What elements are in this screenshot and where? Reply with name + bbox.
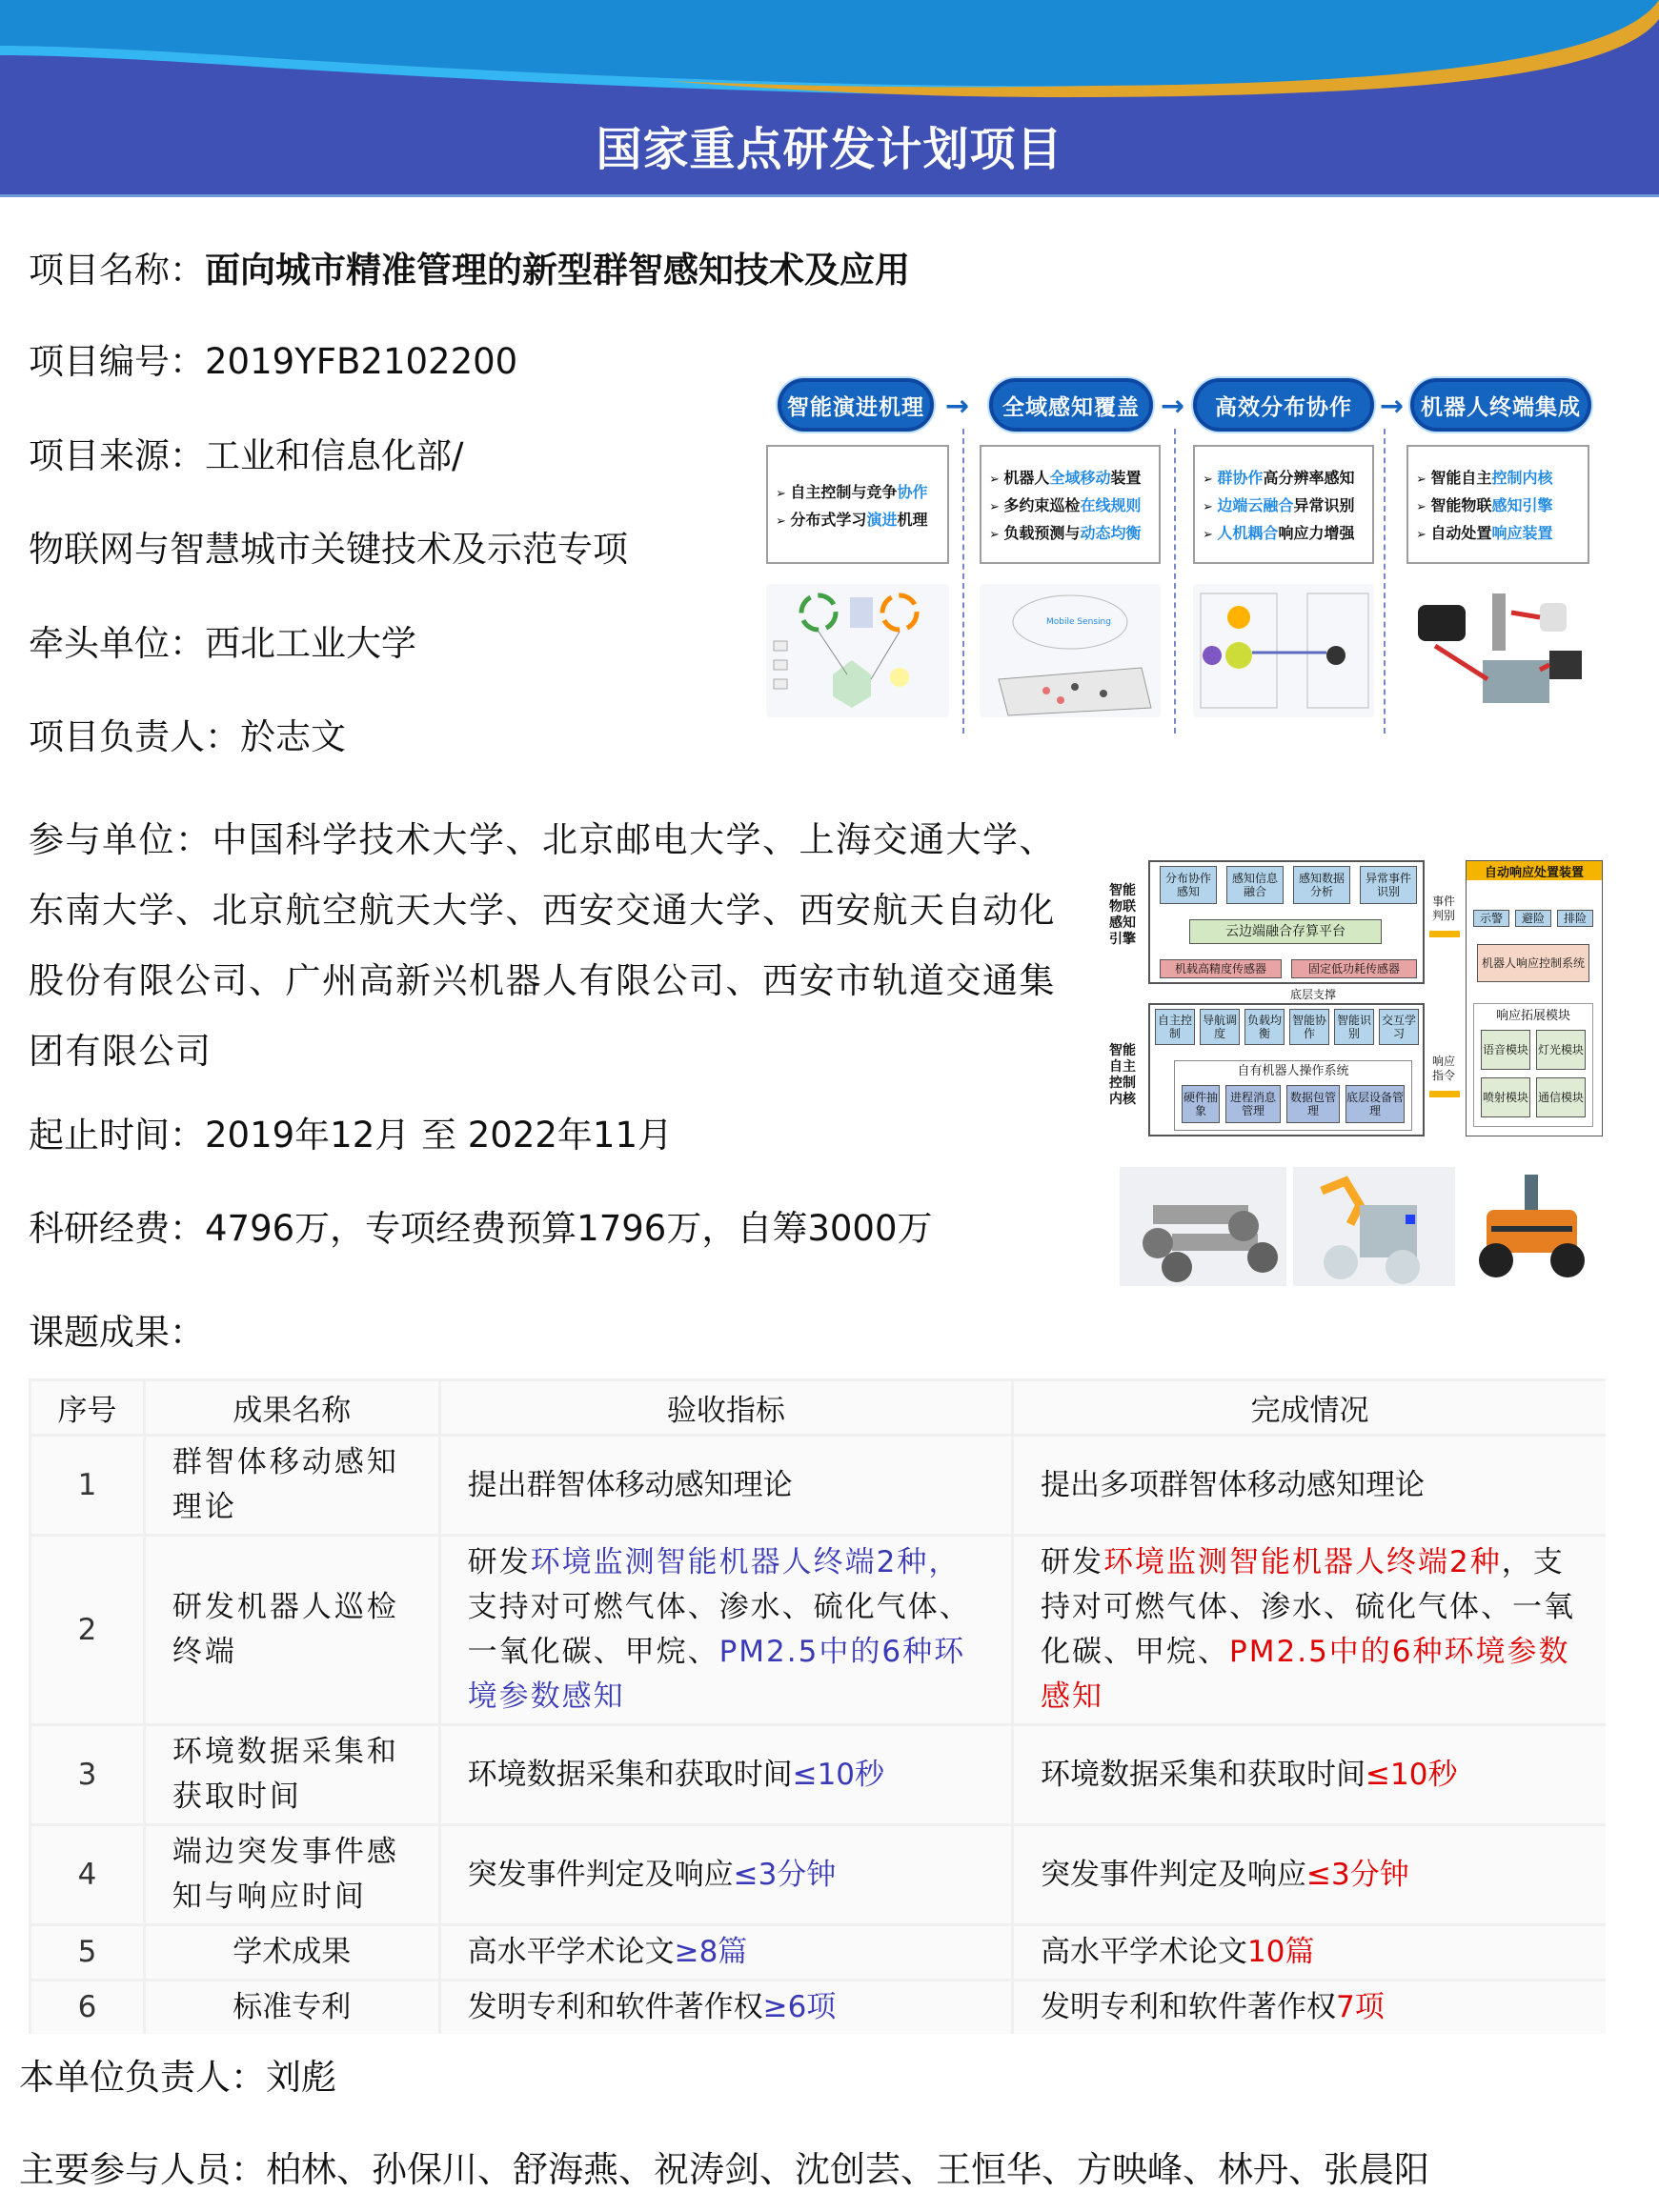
arrow-right-icon: → [945,390,970,423]
period-label: 起止时间： [29,1115,205,1156]
period-row [29,1115,673,1156]
robot-arm-vehicle-render-image [1293,1167,1455,1286]
stage-box-3: ➢ 群协作高分辨率感知 ➢ 边端云融合异常识别 ➢ 人机耦合响应力增强 [1193,445,1374,564]
svg-text:Mobile Sensing: Mobile Sensing [1046,617,1111,627]
chassis-render-image [1120,1167,1286,1286]
dashed-separator [1174,429,1176,734]
project-code-label: 项目编号： [29,341,205,382]
project-source-value-2: 物联网与智慧城市关键技术及示范专项 [29,529,628,570]
kernel-module: 智能识别 [1334,1009,1374,1045]
project-code-row [29,341,517,383]
process-diagram [762,376,1601,734]
lead-unit-label: 牵头单位： [29,623,205,664]
robot-exploded-view-image [1406,584,1589,717]
stage-pill-4: 机器人终端集成 [1410,378,1591,432]
project-leader-row [29,716,346,758]
funding-value: 4796万，专项经费预算1796万，自筹3000万 [205,1208,933,1249]
response-cmd-label: 响应指令 [1431,1055,1455,1082]
header-divider [0,194,1659,197]
stage-box-2: ➢ 机器人全域移动装置 ➢ 多约束巡检在线规则 ➢ 负载预测与动态均衡 [980,445,1161,564]
engine-module: 感知数据分析 [1293,866,1350,904]
participants-paragraph [29,805,1077,1087]
column-header: 完成情况 [1013,1380,1606,1436]
unit-lead-label: 本单位负责人： [19,2057,266,2098]
extension-title: 响应拓展模块 [1495,1009,1570,1023]
project-name-value: 面向城市精准管理的新型群智感知技术及应用 [205,250,910,291]
extension-module: 语音模块 [1481,1030,1530,1070]
project-name-label: 项目名称： [29,250,205,291]
period-value: 2019年12月 至 2022年11月 [205,1115,674,1156]
project-leader-label: 项目负责人： [29,716,240,757]
table-row: 5 学术成果 高水平学术论文≥8篇 高水平学术论文10篇 [30,1925,1607,1981]
members-value: 柏林、孙保川、舒海燕、祝涛剑、沈创芸、王恒华、方映峰、林丹、张晨阳 [266,2149,1429,2190]
header-banner [0,0,1659,196]
engine-module: 异常事件识别 [1360,866,1417,904]
project-code-value: 2019YFB2102200 [205,341,518,382]
kernel-module: 负载均衡 [1244,1009,1285,1045]
unit-lead-row [19,2048,336,2100]
table-row: 3 环境数据采集和获取时间 环境数据采集和获取时间≤10秒 环境数据采集和获取时间≤10秒 [30,1725,1607,1825]
project-source-label: 项目来源： [29,435,205,476]
device-action: 避险 [1515,910,1551,927]
lead-unit-row [29,623,416,665]
results-table [29,1378,1606,2034]
project-source-value: 工业和信息化部/ [205,435,464,476]
stage-pill-1: 智能演进机理 [778,378,934,432]
stage-box-1: ➢ 自主控制与竞争协作 ➢ 分布式学习演进机理 [766,445,949,564]
table-row: 6 标准专利 发明专利和软件著作权≥6项 发明专利和软件著作权7项 [30,1981,1607,2035]
os-module: 硬件抽象 [1182,1085,1220,1123]
members-label: 主要参与人员： [19,2149,266,2190]
sensor-box: 机载高精度传感器 [1160,959,1282,978]
members-row [19,2141,1429,2192]
funding-label: 科研经费： [29,1208,205,1249]
evolution-cycle-diagram-image [766,584,949,717]
human-machine-coupling-diagram-image [1193,584,1374,717]
kernel-module: 导航调度 [1200,1009,1240,1045]
os-module: 数据包管理 [1286,1085,1340,1123]
table-row: 4 端边突发事件感知与响应时间 突发事件判定及响应≤3分钟 突发事件判定及响应≤3分钟 [30,1825,1607,1925]
project-source-row [29,435,463,477]
engine-module: 分布协作感知 [1160,866,1217,904]
column-header: 成果名称 [144,1380,439,1436]
dashed-separator [962,429,964,734]
arrow-right-icon: → [1380,390,1405,423]
stage-pill-2: 全域感知覆盖 [989,378,1153,432]
participants-label: 参与单位： [29,819,212,860]
extension-module: 通信模块 [1536,1077,1586,1117]
engine-side-label: 智能物联感知引擎 [1109,883,1136,947]
robot-response-control: 机器人响应控制系统 [1477,944,1589,982]
os-module: 进程消息管理 [1225,1085,1281,1123]
kernel-module: 自主控制 [1155,1009,1195,1045]
extension-module: 灯光模块 [1536,1030,1586,1070]
arrow-right-icon [1429,931,1460,937]
arrow-right-icon [1429,1091,1460,1097]
column-header: 验收指标 [439,1380,1012,1436]
table-row: 2 研发机器人巡检终端 研发环境监测智能机器人终端2种，支持对可燃气体、渗水、硫化气体、一氧化碳、甲烷、PM2.5中的6种环境参数感知 研发环境监测智能机器人终端2种，支持对可燃气体、渗水、硫化气体、一氧化碳、甲烷、PM2.5中的6种环境参数感知 [30,1536,1607,1725]
robot-os-label: 自有机器人操作系统 [1237,1064,1349,1078]
column-header: 序号 [30,1380,145,1436]
project-name-row [29,250,910,292]
extension-module: 喷射模块 [1481,1077,1530,1117]
participants-value: 中国科学技术大学、北京邮电大学、上海交通大学、东南大学、北京航空航天大学、西安交通大学、西安航天自动化股份有限公司、广州高新兴机器人有限公司、西安市轨道交通集团有限公司 [29,819,1056,1072]
stage-box-4: ➢ 智能自主控制内核 ➢ 智能物联感知引擎 ➢ 自动处置响应装置 [1406,445,1589,564]
orange-inspection-robot-image [1463,1167,1601,1286]
table-row: 1 群智体移动感知理论 提出群智体移动感知理论 提出多项群智体移动感知理论 [30,1436,1607,1536]
engine-module: 感知信息融合 [1226,866,1284,904]
lead-unit-value: 西北工业大学 [205,623,416,664]
project-source-row-2 [29,529,628,571]
dashed-separator [1384,429,1386,734]
funding-row [29,1208,933,1250]
device-action: 示警 [1473,910,1509,927]
table-header-row [30,1380,1607,1436]
os-module: 底层设备管理 [1345,1085,1405,1123]
sensor-box: 固定低功耗传感器 [1291,959,1417,978]
kernel-module: 交互学习 [1379,1009,1419,1045]
results-heading: 课题成果： [29,1312,205,1353]
support-label: 底层支撑 [1289,988,1336,1001]
event-judge-label: 事件判别 [1431,895,1455,922]
mobile-sensing-illustration-image [980,584,1161,717]
page-title: 国家重点研发计划项目 [596,123,1063,176]
kernel-module: 智能协作 [1289,1009,1329,1045]
device-action: 排险 [1557,910,1593,927]
project-leader-value: 於志文 [240,716,346,757]
response-device-title: 自动响应处置装置 [1467,861,1602,880]
architecture-diagram [1105,853,1606,1148]
cloud-edge-platform: 云边端融合存算平台 [1189,919,1382,944]
kernel-side-label: 智能自主控制内核 [1109,1043,1136,1107]
arrow-right-icon: → [1161,390,1185,423]
unit-lead-value: 刘彪 [266,2057,336,2098]
stage-pill-3: 高效分布协作 [1193,378,1374,432]
